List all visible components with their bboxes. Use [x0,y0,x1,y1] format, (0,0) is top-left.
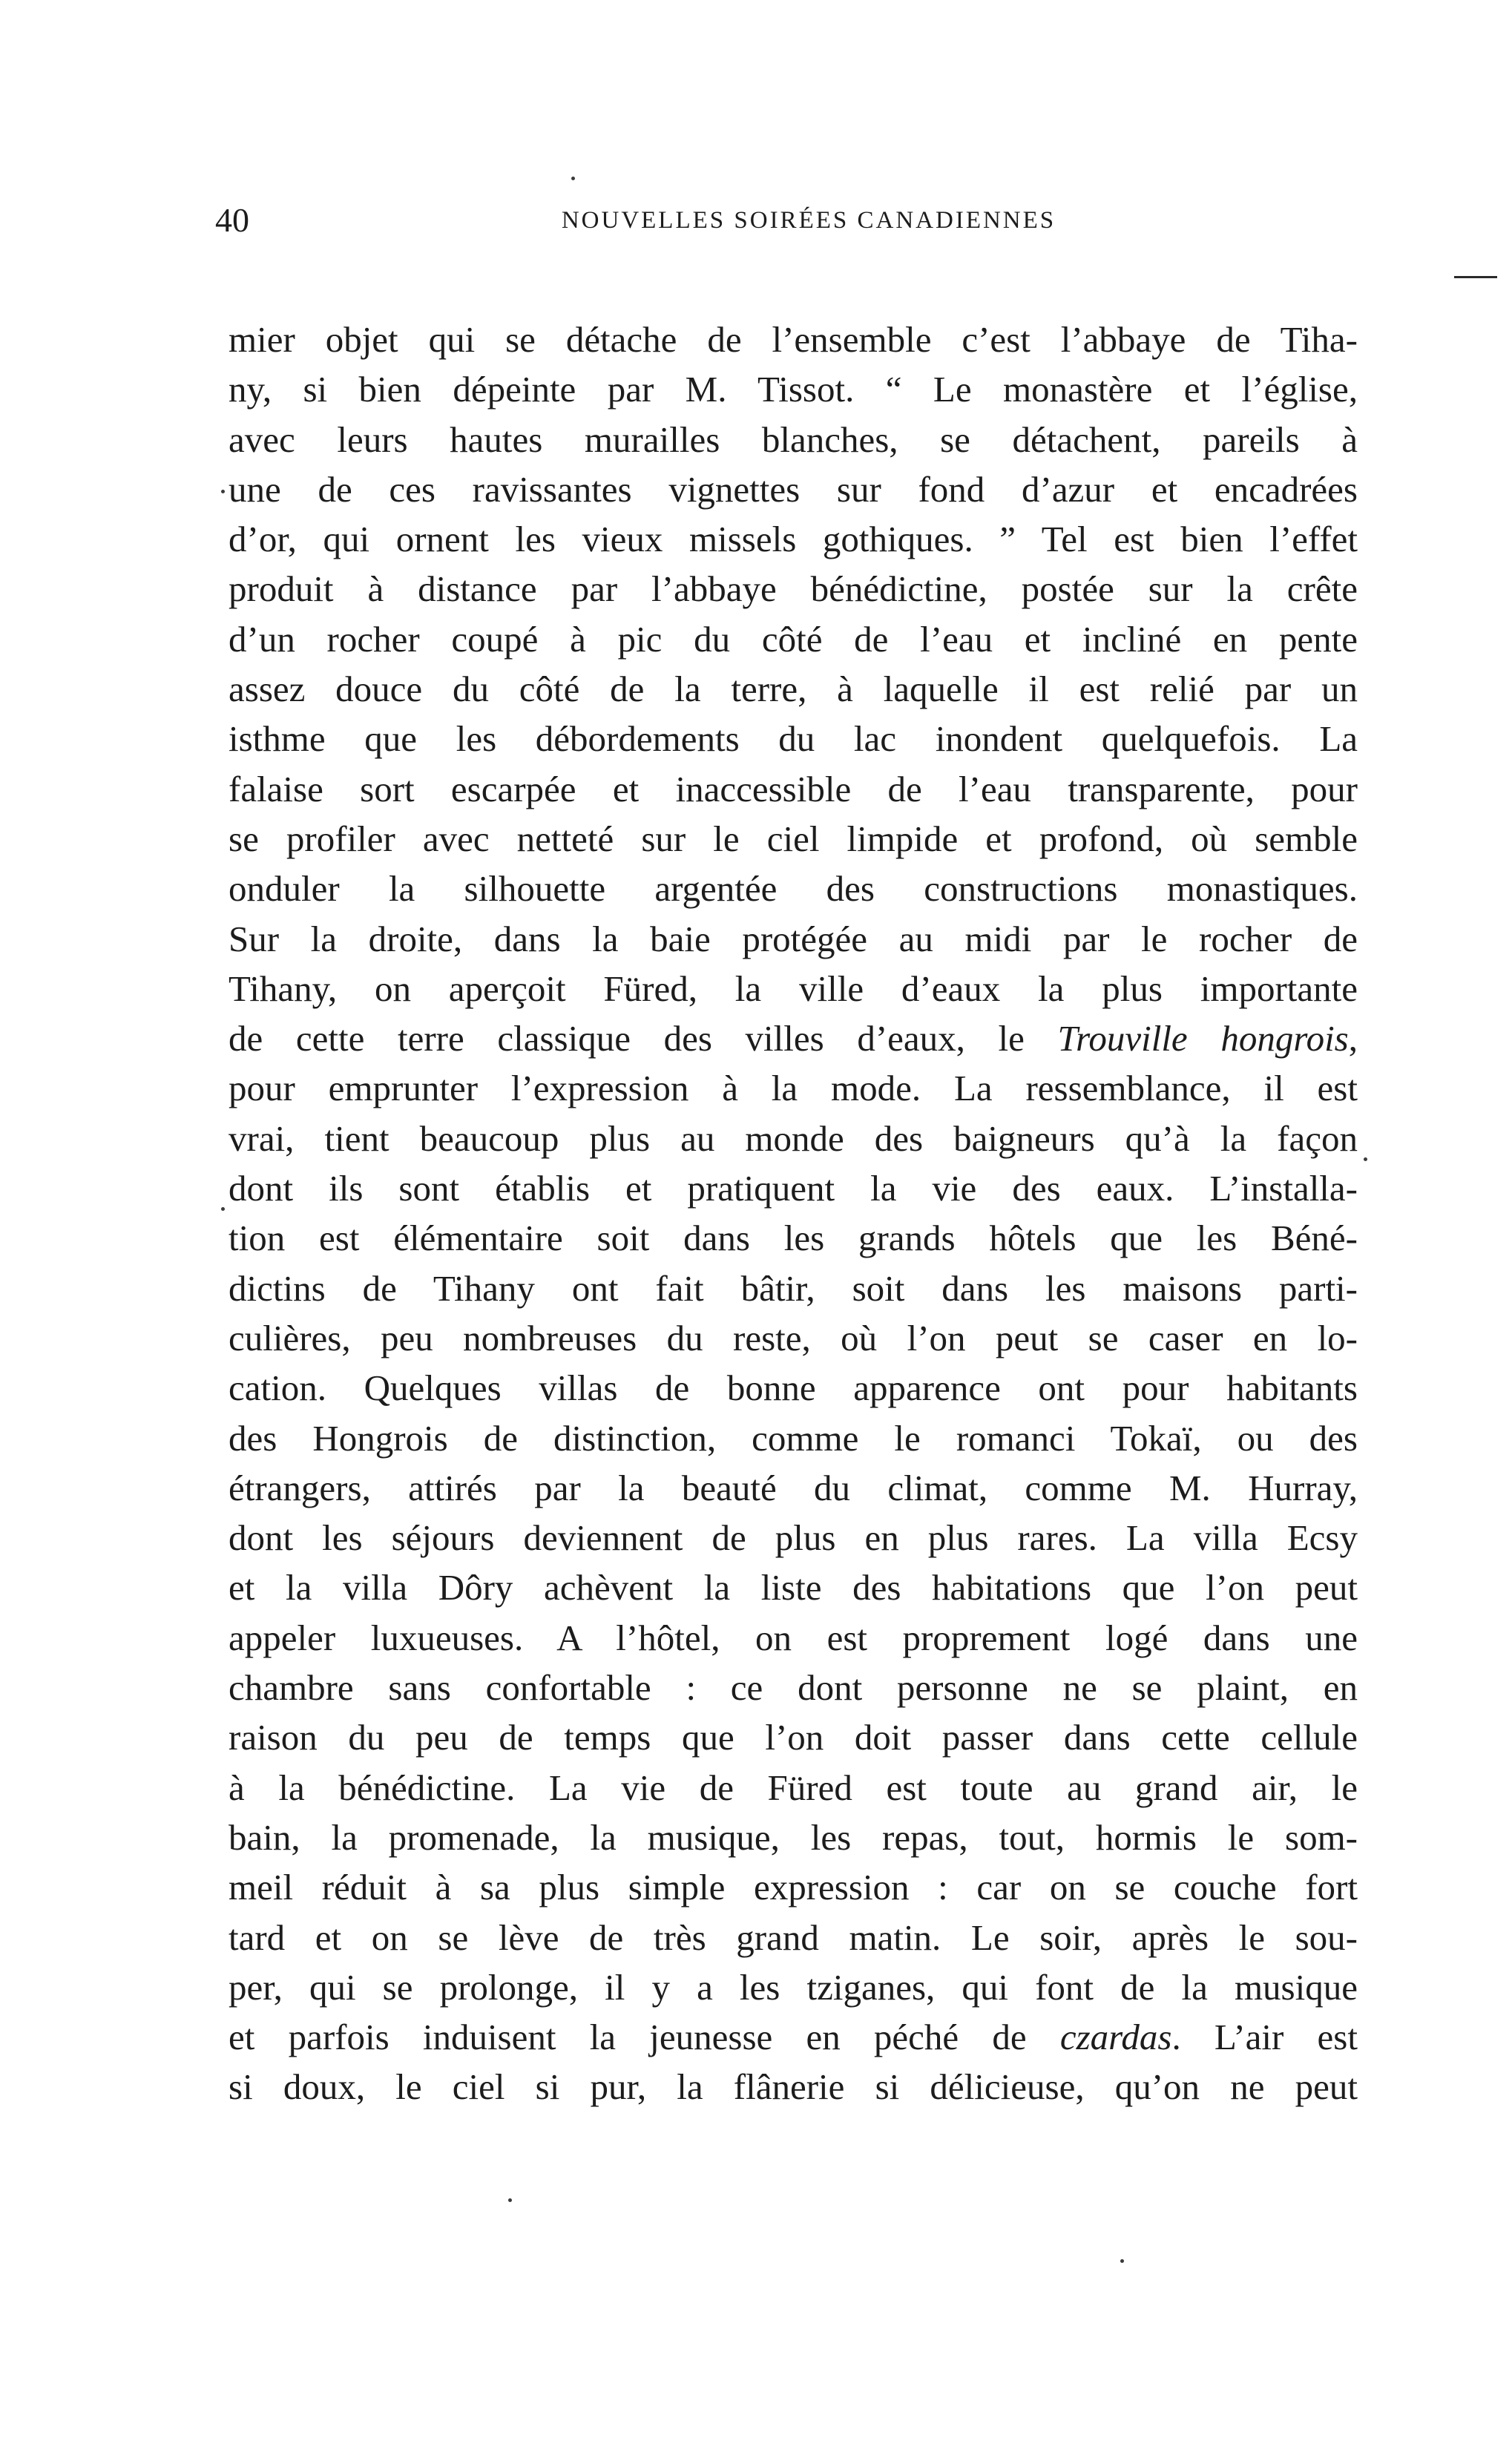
text-line: chambre sans confortable : ce dont personne ne se plaint, en [229,1667,1358,1709]
text-line: vrai, tient beaucoup plus au monde des baigneurs qu’à la façon [229,1117,1358,1159]
italic-phrase: czardas [1059,2017,1172,2058]
text-line: falaise sort escarpée et inaccessible de l’eau transparente, pour [229,768,1358,809]
text-line: et la villa Dôry achèvent la liste des habitations que l’on peut [229,1567,1358,1609]
text-line: des Hongrois de distinction, comme le romanci Tokaï, ou des [229,1417,1358,1459]
text-line: meil réduit à sa plus simple expression : car on se couche fort [229,1867,1358,1908]
print-speck [571,177,575,180]
text-line: pour emprunter l’expression à la mode. La ressemblance, il est [229,1068,1358,1109]
print-speck [221,490,225,493]
text-line: produit à distance par l’abbaye bénédictine, postée sur la crête [229,568,1358,610]
text-run: . L’air est [1171,2017,1358,2058]
text-line-with-italic [229,1013,1358,1063]
italic-phrase: Trouville hongrois [1057,1018,1349,1059]
print-speck [221,1207,225,1211]
text-line: dictins de Tihany ont fait bâtir, soit dans les maisons parti- [229,1267,1358,1309]
text-line: d’un rocher coupé à pic du côté de l’eau et incliné en pente [229,618,1358,660]
page-number: 40 [215,201,249,239]
text-run: et parfois induisent la jeunesse en péché de [229,2017,1060,2058]
text-run: de cette terre classique des villes d’eaux, le [229,1018,1058,1059]
text-line: d’or, qui ornent les vieux missels gothiques. ” Tel est bien l’effet [229,519,1358,560]
text-line: avec leurs hautes murailles blanches, se détachent, pareils à [229,418,1358,460]
text-line: appeler luxueuses. A l’hôtel, on est proprement logé dans une [229,1617,1358,1658]
text-line: cation. Quelques villas de bonne apparence ont pour habitants [229,1367,1358,1409]
text-line: Tihany, on aperçoit Füred, la ville d’eaux la plus importante [229,967,1358,1009]
printer-rule-mark [1454,276,1497,278]
text-line: dont les séjours deviennent de plus en plus rares. La villa Ecsy [229,1517,1358,1559]
text-line: tard et on se lève de très grand matin. Le soir, après le sou- [229,1916,1358,1958]
print-speck [1364,1157,1367,1161]
running-head [215,194,1358,246]
text-line: assez douce du côté de la terre, à laquelle il est relié par un [229,668,1358,710]
text-line: si doux, le ciel si pur, la flânerie si délicieuse, qu’on ne peut [229,2066,1358,2108]
text-line: dont ils sont établis et pratiquent la vie des eaux. L’installa- [229,1168,1358,1209]
text-line-with-italic [229,2012,1358,2062]
text-line: se profiler avec netteté sur le ciel limpide et profond, où semble [229,818,1358,859]
text-run: , [1348,1018,1358,1059]
text-line: onduler la silhouette argentée des constructions monastiques. [229,868,1358,910]
text-line: culières, peu nombreuses du reste, où l’on peut se caser en lo- [229,1317,1358,1358]
print-speck [1120,2259,1124,2263]
text-line: per, qui se prolonge, il y a les tziganes, qui font de la musique [229,1966,1358,2008]
text-line: mier objet qui se détache de l’ensemble c’est l’abbaye de Tiha- [229,319,1358,360]
text-line: étrangers, attirés par la beauté du climat, comme M. Hurray, [229,1467,1358,1508]
text-line: tion est élémentaire soit dans les grands hôtels que les Béné- [229,1218,1358,1259]
text-line: ny, si bien dépeinte par M. Tissot. “ Le monastère et l’église, [229,369,1358,410]
print-speck [508,2198,512,2202]
running-title: NOUVELLES SOIRÉES CANADIENNES [561,207,1056,234]
text-line: bain, la promenade, la musique, les repas, tout, hormis le som- [229,1816,1358,1858]
text-line: raison du peu de temps que l’on doit passer dans cette cellule [229,1717,1358,1758]
body-text [229,315,1358,2112]
text-line: isthme que les débordements du lac inondent quelquefois. La [229,718,1358,760]
text-line: Sur la droite, dans la baie protégée au midi par le rocher de [229,918,1358,959]
text-line: une de ces ravissantes vignettes sur fond d’azur et encadrées [229,468,1358,510]
text-line: à la bénédictine. La vie de Füred est toute au grand air, le [229,1767,1358,1808]
